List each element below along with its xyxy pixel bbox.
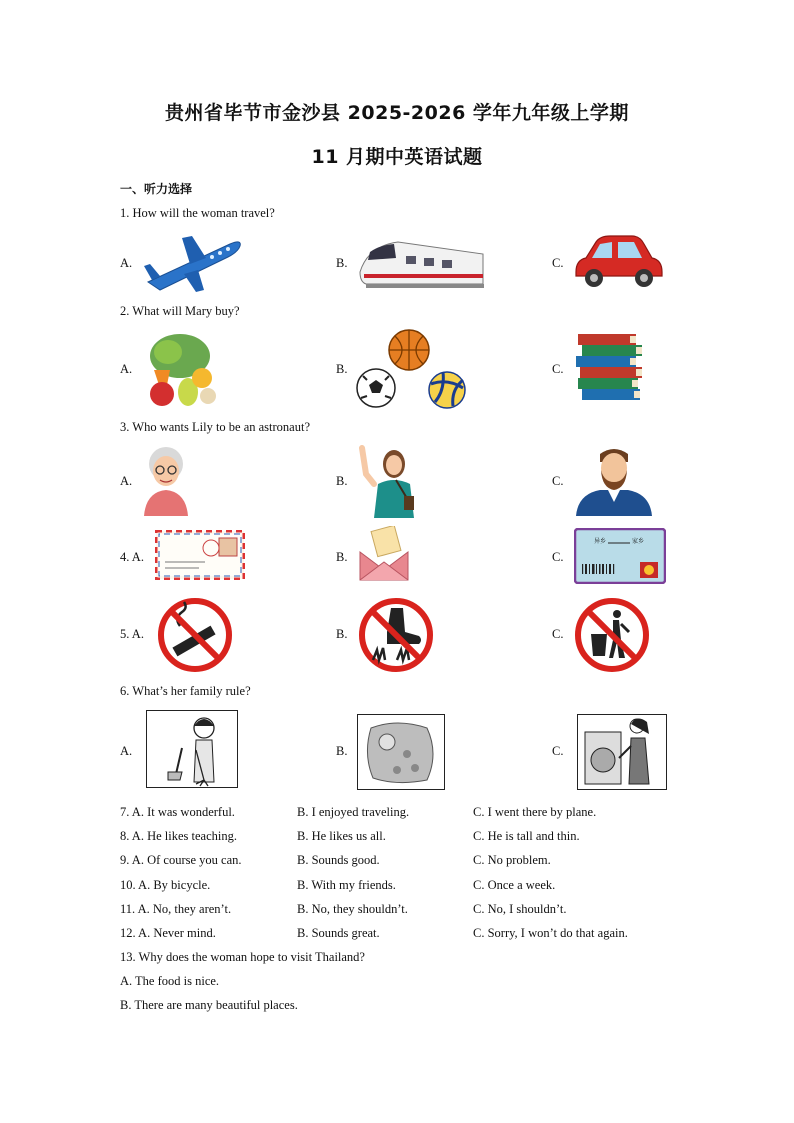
id-card-right-text: 家乡 [632,538,645,545]
page-title: 贵州省毕节市金沙县 2025-2026 学年九年级上学期 [165,102,629,124]
q10-option-a: 10. A. By bicycle. [120,878,211,892]
q3-option-a-label: A. [120,474,133,488]
q5-option-b-label: B. [336,627,348,641]
id-card-left-text: 异乡 [594,538,607,545]
car-icon [572,232,664,290]
page-subtitle: 11 月期中英语试题 [311,146,483,168]
q4-option-c-label: C. [552,550,564,564]
no-littering-icon [573,596,651,674]
q11-option-c: C. No, I shouldn’t. [473,902,567,916]
q2-option-a-label: A. [120,362,133,376]
q7-option-c: C. I went there by plane. [473,805,597,819]
q8-option-c: C. He is tall and thin. [473,829,580,843]
q8-option-a: 8. A. He likes teaching. [120,829,237,843]
q11-option-a: 11. A. No, they aren’t. [120,902,232,916]
q2-option-b-label: B. [336,362,348,376]
q9-option-c: C. No problem. [473,853,551,867]
question-1: 1. How will the woman travel? [120,206,275,220]
q10-option-b: B. With my friends. [297,878,396,892]
question-6: 6. What’s her family rule? [120,684,251,698]
q13-option-a: A. The food is nice. [120,974,220,988]
id-card-icon [574,528,666,584]
train-icon [358,236,488,290]
girl-sweeping-icon [146,710,238,788]
q1-option-b-label: B. [336,256,348,270]
q12-option-b: B. Sounds great. [297,926,380,940]
open-envelope-icon [356,526,412,584]
q13-option-b: B. There are many beautiful places. [120,998,298,1012]
q10-option-c: C. Once a week. [473,878,556,892]
question-13: 13. Why does the woman hope to visit Thailand? [120,950,365,964]
q3-option-b-label: B. [336,474,348,488]
q7-option-b: B. I enjoyed traveling. [297,805,410,819]
airmail-envelope-icon [155,530,245,580]
q9-option-a: 9. A. Of course you can. [120,853,242,867]
question-2: 2. What will Mary buy? [120,304,240,318]
no-stepping-grass-icon [357,596,435,674]
grandmother-icon [140,444,192,516]
books-icon [574,330,646,410]
q4-option-a-label: 4. A. [120,550,144,564]
q3-option-c-label: C. [552,474,564,488]
vegetables-fruits-icon [140,330,220,410]
q12-option-c: C. Sorry, I won’t do that again. [473,926,628,940]
q12-option-a: 12. A. Never mind. [120,926,216,940]
q8-option-b: B. He likes us all. [297,829,386,843]
bearded-man-icon [574,444,654,516]
q11-option-b: B. No, they shouldn’t. [297,902,408,916]
section-heading: 一、听力选择 [120,182,193,196]
washing-machine-icon [577,714,667,790]
q9-option-b: B. Sounds good. [297,853,380,867]
q6-option-b-label: B. [336,744,348,758]
q5-option-a-label: 5. A. [120,627,144,641]
woman-waving-icon [356,444,418,518]
q1-option-a-label: A. [120,256,133,270]
q4-option-b-label: B. [336,550,348,564]
q1-option-c-label: C. [552,256,564,270]
sleeping-icon [357,714,445,790]
airplane-icon [140,230,245,294]
balls-icon [355,328,470,412]
q5-option-c-label: C. [552,627,564,641]
q7-option-a: 7. A. It was wonderful. [120,805,235,819]
q6-option-c-label: C. [552,744,564,758]
q2-option-c-label: C. [552,362,564,376]
no-smoking-icon [156,596,234,674]
q6-option-a-label: A. [120,744,133,758]
question-3: 3. Who wants Lily to be an astronaut? [120,420,311,434]
